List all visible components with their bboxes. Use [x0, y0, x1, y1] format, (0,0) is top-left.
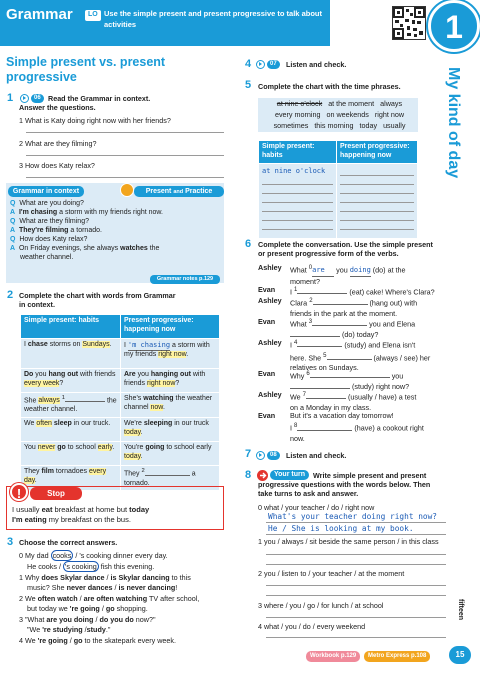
answer-line[interactable] — [266, 617, 446, 618]
ex8-question: 1 you / always / sit beside the same person / in this class — [258, 537, 439, 546]
option[interactable]: are you doing — [46, 615, 94, 624]
option[interactable]: never dances — [66, 583, 113, 592]
track-number: 07 — [267, 60, 280, 69]
answer-line[interactable] — [26, 155, 224, 156]
option[interactable]: often watch — [37, 594, 78, 603]
gic-line: A I'm chasing a storm with my friends right now. — [10, 209, 164, 216]
chart-cell: We often sleep in our truck. — [21, 418, 121, 442]
blank[interactable] — [290, 336, 340, 337]
chart-cell: You're going to school early today. — [121, 442, 220, 466]
blank[interactable] — [306, 398, 346, 399]
answer-line[interactable] — [266, 585, 446, 586]
ex3-line: 2 We often watch / are often watching TV after school, — [19, 594, 200, 603]
section-title: Grammar — [6, 6, 73, 23]
speaker-line: Why $^6$ you (study) right now? — [290, 371, 410, 391]
exercise-8-number: 8 — [245, 469, 252, 481]
pp-word-3: Practice — [185, 188, 213, 195]
exercise-1-question: 3 How does Katy relax? — [19, 161, 95, 170]
exercise-2-chart — [20, 314, 220, 491]
option[interactable]: does Skylar dance — [41, 573, 105, 582]
option[interactable]: go — [73, 636, 83, 645]
answer-line[interactable] — [266, 595, 446, 596]
your-turn-badge: Your turn — [270, 470, 309, 480]
handwritten-answer: He / She is looking at my book. — [268, 524, 414, 533]
blank[interactable] — [297, 430, 352, 431]
grammar-in-context-title: Grammar in context — [8, 186, 84, 197]
workbook-link[interactable]: Workbook p.129 — [306, 651, 360, 662]
pp-word-1: Present — [145, 188, 172, 195]
ex8-question: 0 what / your teacher / do / right now — [258, 503, 375, 512]
gic-line: weather channel. — [20, 254, 74, 261]
exercise-1-instruction-2: Answer the questions. — [19, 103, 96, 112]
chart-cell: She's watching the weather channel now. — [121, 393, 220, 418]
blank[interactable] — [290, 388, 350, 389]
speaker-name: Ashley — [258, 263, 282, 272]
exercise-6-number: 6 — [245, 238, 252, 250]
option[interactable]: study — [86, 625, 106, 634]
chart-cell: They film tornadoes every day. — [21, 466, 121, 491]
time-phrases-row: sometimes this morning today usually — [273, 121, 406, 130]
option[interactable]: 're going — [37, 636, 68, 645]
ex8-question: 2 you / listen to / your teacher / at the moment — [258, 569, 405, 578]
learning-objective: Use the simple present and present progressive to talk about activities — [104, 9, 322, 29]
speaker-line: But it's a vacation day tomorrow! I $^8$ (have) a cookout right now. — [290, 411, 424, 443]
answer-line[interactable] — [26, 132, 224, 133]
speaker-line: Clara $^2$ (hang out) with friends in the park at the moment. — [290, 298, 418, 318]
pp-word-2: and — [173, 189, 184, 195]
chart-cell: I 'm chasing a storm with my friends right now. — [121, 339, 220, 369]
gic-line: Q What are you doing? — [10, 200, 84, 207]
page-number: 15 — [449, 646, 471, 664]
option[interactable]: are often watching — [83, 594, 148, 603]
speaker-line: We $^7$ (usually / have) a test on a Monday in my class. — [290, 392, 417, 412]
exercise-8-instruction: Write simple present and present — [313, 471, 427, 480]
speaker-line: What $^3$ you and Elena (do) today? — [290, 319, 416, 339]
handwritten-answer: at nine o'clock — [262, 166, 326, 175]
play-icon — [256, 451, 265, 460]
speaker-name: Evan — [258, 369, 276, 378]
exercise-1-number: 1 — [7, 92, 14, 104]
speaker-line: I $^1$ (eat) cake! Where's Clara? — [290, 287, 435, 297]
track-number: 06 — [31, 94, 44, 103]
exercise-5-instruction: Complete the chart with the time phrases. — [258, 82, 401, 91]
exercise-8-instruction-2: progressive questions with the words below. Then — [258, 480, 431, 489]
chart-cell-now[interactable] — [337, 163, 418, 238]
col-header: Present progressive: happening now — [121, 315, 220, 339]
blank[interactable] — [327, 359, 372, 360]
exercise-6-instruction-2: or present progressive form of the verbs. — [258, 249, 399, 258]
exercise-2-instruction: Complete the chart with words from Grammar — [19, 291, 176, 300]
exercise-4-number: 4 — [245, 58, 252, 70]
metro-express-link[interactable]: Metro Express p.108 — [364, 651, 430, 662]
speaker-name: Ashley — [258, 390, 282, 399]
unit-number-badge: 1 — [428, 0, 480, 52]
ex3-line: He cooks / 's cooking fish this evening. — [27, 562, 155, 571]
speaker-name: Evan — [258, 411, 276, 420]
unit-title-text: My kind of day — [445, 67, 462, 179]
blank-2[interactable] — [145, 475, 190, 476]
col-header: Present progressive: happening now — [337, 141, 418, 164]
answer-line[interactable] — [266, 522, 446, 523]
speaker-line: What $^0$are you doing (do) at the moment? — [290, 265, 406, 286]
gic-line: A On Friday evenings, she always watches the — [10, 245, 160, 252]
exercise-4-audio[interactable] — [256, 59, 280, 69]
page-title: Simple present vs. present progressive — [6, 55, 166, 84]
ex3-line: 4 We 're going / go to the skatepark every week. — [19, 636, 176, 645]
unit-title — [437, 65, 477, 195]
speaker-name: Ashley — [258, 296, 282, 305]
exercise-8-instruction-3: take turns to ask and answer. — [258, 489, 359, 498]
exercise-3-number: 3 — [7, 536, 14, 548]
exercise-5-number: 5 — [245, 79, 252, 91]
exercise-7-audio[interactable] — [256, 450, 280, 460]
option[interactable]: go — [105, 604, 115, 613]
gic-line: Q What are they filming? — [10, 218, 89, 225]
exercise-2-number: 2 — [7, 289, 14, 301]
chart-cell: She always $^1$ the weather channel. — [21, 393, 121, 418]
blank[interactable] — [310, 377, 390, 378]
exercise-5-chart — [258, 140, 418, 239]
blank[interactable] — [312, 325, 367, 326]
option[interactable]: is never dancing — [118, 583, 176, 592]
speaker-name: Evan — [258, 285, 276, 294]
handwritten-answer[interactable]: doing — [350, 265, 371, 276]
exercise-1-question: 1 What is Katy doing right now with her friends? — [19, 116, 171, 125]
circled-answer[interactable]: 's cooking — [64, 562, 97, 571]
exercise-7-instruction: Listen and check. — [286, 451, 347, 460]
chart-cell: They $^2$ a tornado. — [121, 466, 220, 491]
handwritten-answer[interactable]: are — [312, 265, 334, 276]
ex3-line: but today we 're going / go shopping. — [27, 604, 148, 613]
exercise-2-instruction-2: in context. — [19, 300, 55, 309]
page-word — [455, 598, 469, 638]
blank-1[interactable] — [65, 401, 105, 402]
chart-cell: You never go to school early. — [21, 442, 121, 466]
exclamation-icon: ! — [10, 483, 28, 501]
ex8-question: 3 where / you / go / for lunch / at school — [258, 601, 384, 610]
exercise-1-audio[interactable] — [20, 93, 44, 103]
exercise-1-question: 2 What are they filming? — [19, 139, 97, 148]
ex8-question: 4 what / you / do / every weekend — [258, 622, 366, 631]
chart-cell: I chase storms on Sundays. — [21, 339, 121, 369]
speaker-line: I $^4$ (study) and Elena isn't here. She $^5$ (always / see) her relatives on Sundays. — [290, 340, 431, 373]
play-icon — [20, 94, 29, 103]
gic-line: Q How does Katy relax? — [10, 236, 88, 243]
chart-cell-habits[interactable] — [259, 163, 337, 238]
present-practice-icon — [120, 183, 134, 197]
blank[interactable] — [313, 304, 368, 305]
option[interactable]: is Skylar dancing — [110, 573, 170, 582]
stop-line-2: I'm eating my breakfast on the bus. — [12, 515, 131, 524]
stop-line-1: I usually eat breakfast at home but today — [12, 505, 150, 514]
answer-line[interactable] — [26, 177, 224, 178]
chart-cell: Do you hang out with friends every week? — [21, 369, 121, 393]
option[interactable]: do you do — [99, 615, 134, 624]
page-word-text: fifteen — [457, 599, 464, 620]
exercise-1-instruction: Read the Grammar in context. — [48, 94, 151, 103]
ex3-line: 1 Why does Skylar dance / is Skylar dancing to this — [19, 573, 191, 582]
play-icon — [256, 60, 265, 69]
speaker-name: Evan — [258, 317, 276, 326]
answer-line[interactable] — [266, 564, 446, 565]
answer-line[interactable] — [266, 554, 446, 555]
ex3-line: "We 're studying /study." — [27, 625, 111, 634]
exercise-3-instruction: Choose the correct answers. — [19, 538, 118, 547]
option[interactable]: 're studying — [42, 625, 83, 634]
qr-code-icon — [392, 6, 426, 40]
col-header: Simple present: habits — [21, 315, 121, 339]
col-header: Simple present: habits — [259, 141, 337, 164]
exercise-7-number: 7 — [245, 448, 252, 460]
speaker-name: Ashley — [258, 338, 282, 347]
blank[interactable] — [297, 293, 347, 294]
gic-line: A They're filming a tornado. — [10, 227, 102, 234]
handwritten-answer[interactable]: 'm chasing — [127, 341, 171, 349]
answer-line[interactable] — [266, 637, 446, 638]
stop-label: Stop — [30, 487, 82, 500]
ex3-line: 3 "What are you doing / do you do now?" — [19, 615, 156, 624]
time-phrases-row: every morning on weekends right now — [274, 110, 405, 119]
chart-cell: Are you hanging out with friends right now? — [121, 369, 220, 393]
track-number: 08 — [267, 451, 280, 460]
circled-answer[interactable]: cooks — [52, 551, 72, 560]
ex3-line: 0 My dad cooks / 's cooking dinner every day. — [19, 551, 168, 560]
exercise-6-instruction: Complete the conversation. Use the simple present — [258, 240, 433, 249]
blank[interactable] — [297, 346, 342, 347]
exercise-4-instruction: Listen and check. — [286, 60, 347, 69]
present-and-practice-badge — [134, 186, 224, 197]
ex3-line: music? She never dances / is never dancing! — [27, 583, 178, 592]
chart-cell: We're sleeping in our truck today. — [121, 418, 220, 442]
answer-line[interactable] — [266, 534, 446, 535]
handwritten-answer: What's your teacher doing right now? — [268, 512, 437, 521]
time-phrases-row: at nine o'clock at the moment always — [276, 99, 403, 108]
lo-badge: LO — [85, 10, 101, 21]
option[interactable]: 're going — [69, 604, 100, 613]
grammar-notes-link[interactable]: Grammar notes p.129 — [150, 275, 220, 284]
